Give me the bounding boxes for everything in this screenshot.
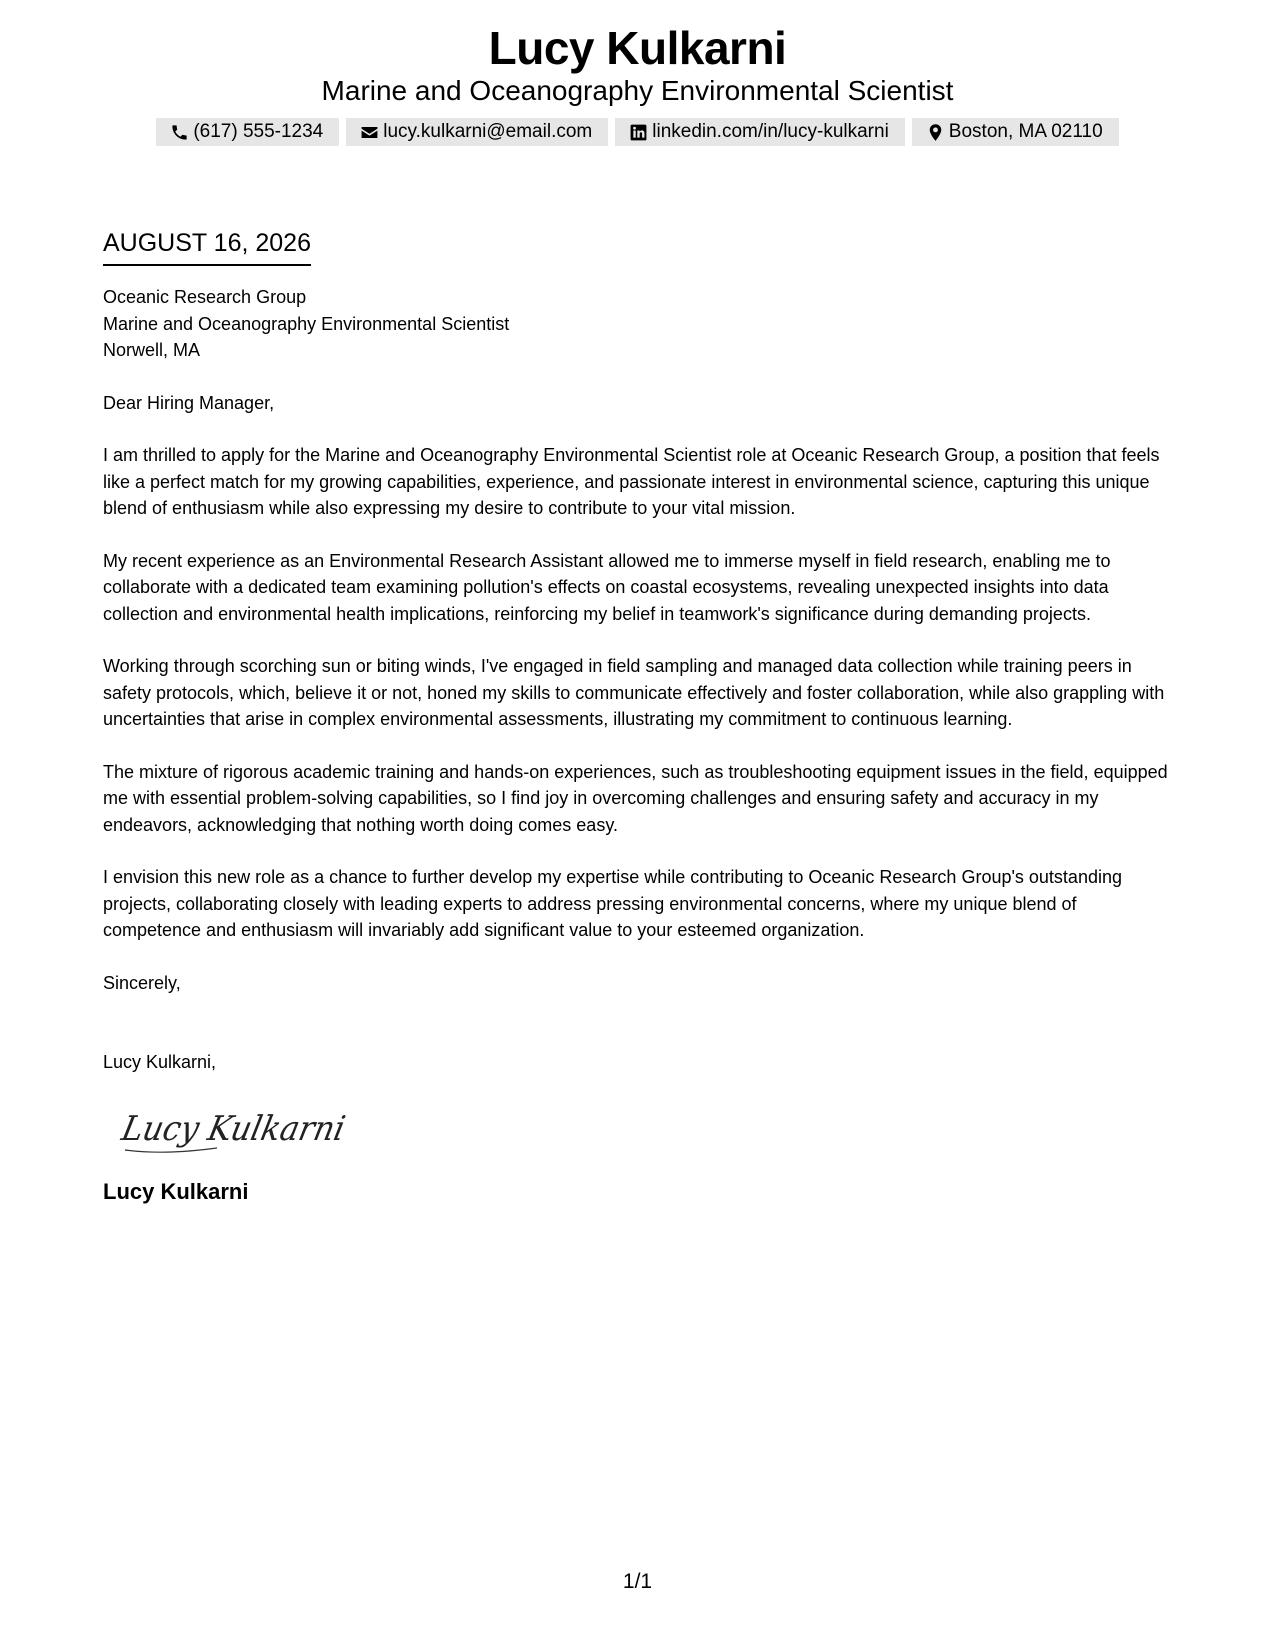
- contact-location: [912, 118, 1119, 146]
- map-pin-icon: [926, 123, 945, 142]
- letter-date: AUGUST 16, 2026: [103, 226, 311, 266]
- envelope-icon: [360, 123, 379, 142]
- location-text: Boston, MA 02110: [948, 121, 1103, 142]
- contact-phone: [156, 118, 339, 146]
- letter-body: [103, 226, 1178, 1207]
- contact-email[interactable]: [346, 118, 608, 146]
- signer-name: Lucy Kulkarni: [103, 1178, 249, 1204]
- body-paragraph: I am thrilled to apply for the Marine and Oceanography Environmental Scientist role at Oceanic Research Group, a position that feels like a perfect match for my growing capabilities, experience, and passionate interest in environmental science, capturing this unique blend of enthusiasm while also expressing my desire to contribute to your vital mission.: [103, 445, 1160, 518]
- page-number: 1/1: [622, 1570, 653, 1593]
- handwritten-signature: [117, 1098, 357, 1162]
- recipient-company: Oceanic Research Group: [103, 287, 307, 307]
- body-paragraph: I envision this new role as a chance to further develop my expertise while contributing to Oceanic Research Group's outstanding projects, collaborating closely with leading experts to address pressing environmental concerns, where my unique blend of competence and enthusiasm will invariably add significant value to your esteemed organization.: [103, 867, 1122, 940]
- recipient-location: Norwell, MA: [103, 340, 201, 360]
- recipient-block: [103, 284, 1178, 364]
- salutation: Dear Hiring Manager,: [103, 392, 275, 413]
- closing: Sincerely,: [103, 972, 181, 993]
- applicant-name: Lucy Kulkarni: [488, 22, 787, 74]
- linkedin-icon: [629, 123, 648, 142]
- body-paragraph: The mixture of rigorous academic training and hands-on experiences, such as troubleshooting equipment issues in the field, equipped me with essential problem-solving capabilities, so I find joy in overcoming challenges and ensuring safety and accuracy in my endeavors, acknowledging that nothing worth doing comes easy.: [103, 761, 1168, 835]
- phone-icon: [170, 123, 189, 142]
- body-paragraph: My recent experience as an Environmental Research Assistant allowed me to immerse myself in field research, enabling me to collaborate with a dedicated team examining pollution's effects on coastal ecosystems, revealing unexpected insights into data collection and environmental health implications, reinforcing my belief in teamwork's significance during demanding projects.: [103, 550, 1111, 624]
- contact-bar: [0, 118, 1275, 146]
- svg-text:Lucy Kulkarni: Lucy Kulkarni: [118, 1108, 357, 1149]
- email-text: lucy.kulkarni@email.com: [383, 121, 593, 142]
- body-paragraph: Working through scorching sun or biting winds, I've engaged in field sampling and managed data collection while training peers in safety protocols, which, believe it or not, honed my skills to communicate effectively and foster collaboration, while also grappling with uncertainties that arise in complex environmental assessments, illustrating my commitment to continuous learning.: [103, 656, 1165, 729]
- applicant-title: Marine and Oceanography Environmental Scientist: [321, 75, 954, 106]
- linkedin-text: linkedin.com/in/lucy-kulkarni: [652, 121, 889, 142]
- recipient-position: Marine and Oceanography Environmental Scientist: [103, 313, 510, 334]
- contact-linkedin[interactable]: [615, 118, 905, 146]
- phone-text: (617) 555-1234: [193, 121, 324, 142]
- sign-off-name: Lucy Kulkarni,: [103, 1052, 217, 1072]
- letter-header: [0, 20, 1275, 146]
